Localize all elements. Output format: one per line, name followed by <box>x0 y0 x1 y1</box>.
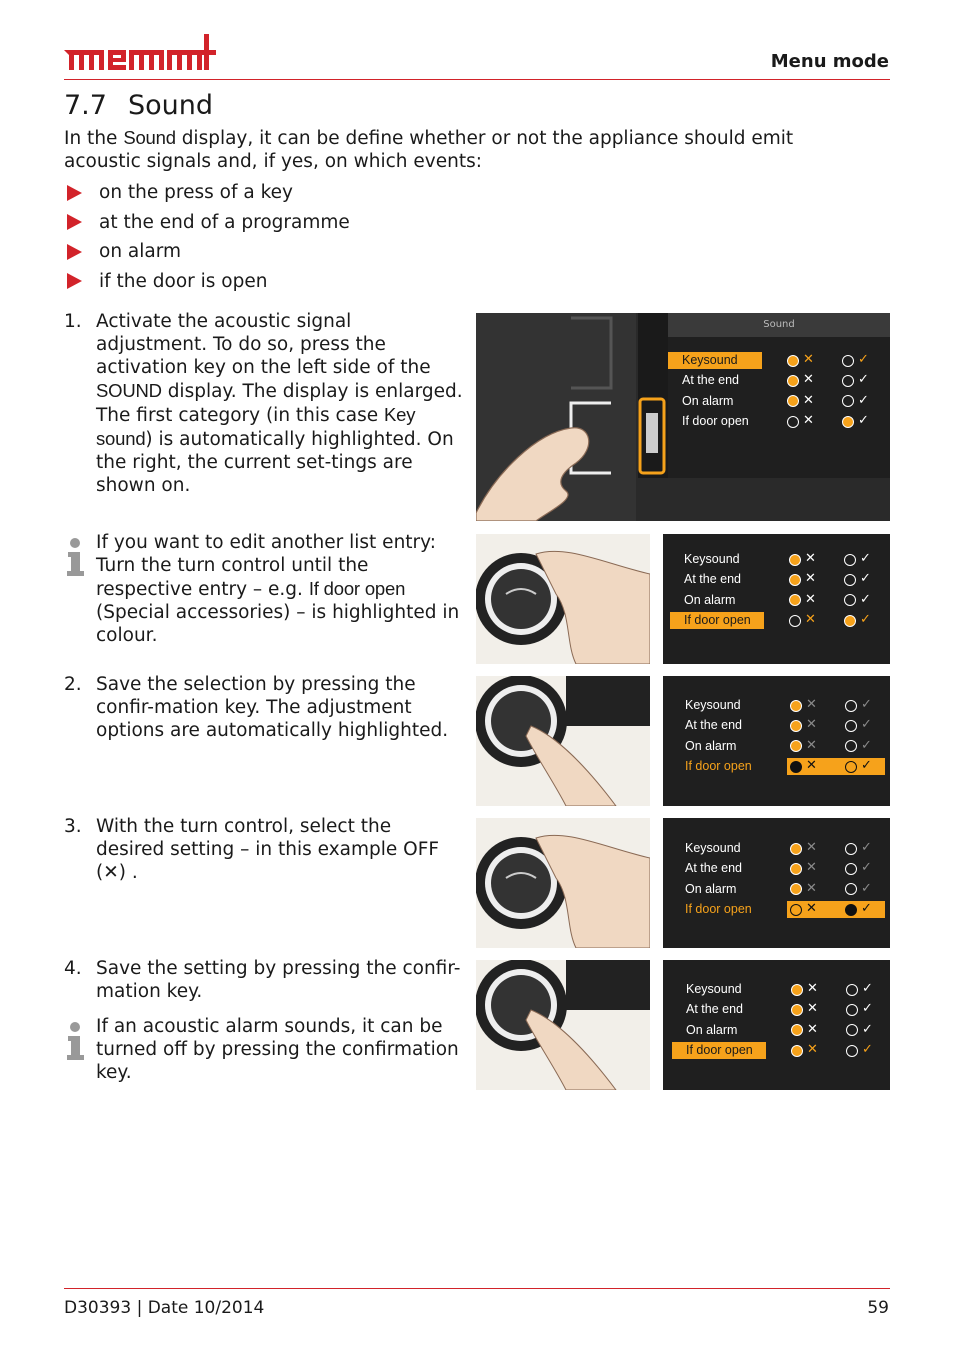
header-rule <box>64 79 890 80</box>
check-icon: ✓ <box>858 392 869 408</box>
option-on-indicator[interactable] <box>842 416 854 428</box>
option-off-indicator[interactable] <box>790 720 802 732</box>
confirm-key-illustration-2 <box>476 960 650 1090</box>
footer-rule <box>64 1288 890 1289</box>
option-on-indicator[interactable] <box>845 761 857 773</box>
check-icon: ✓ <box>860 571 871 587</box>
option-on-indicator[interactable] <box>844 615 856 627</box>
cross-icon: ✕ <box>806 880 817 896</box>
cross-icon: ✕ <box>807 1001 818 1017</box>
option-off-indicator[interactable] <box>791 1045 803 1057</box>
document-id: D30393 | Date 10/2014 <box>64 1298 265 1318</box>
option-on-indicator[interactable] <box>845 700 857 712</box>
memmert-logo <box>64 32 216 72</box>
option-on-indicator[interactable] <box>845 720 857 732</box>
menu-row-label[interactable]: On alarm <box>682 393 734 408</box>
page-number: 59 <box>867 1298 889 1318</box>
menu-row-label[interactable]: On alarm <box>686 1022 738 1037</box>
option-off-indicator[interactable] <box>790 904 802 916</box>
triangle-bullet-icon <box>67 244 82 260</box>
option-off-indicator[interactable] <box>787 355 799 367</box>
cross-icon: ✕ <box>806 901 817 917</box>
menu-row-label[interactable]: At the end <box>684 572 741 587</box>
cross-icon: ✕ <box>806 717 817 733</box>
menu-row-label[interactable]: At the end <box>685 861 742 876</box>
menu-row-label[interactable]: Keysound <box>685 841 741 855</box>
check-icon: ✓ <box>858 352 869 367</box>
cross-icon: ✕ <box>803 372 814 388</box>
check-icon: ✓ <box>861 717 872 733</box>
check-icon: ✓ <box>862 1042 873 1058</box>
check-icon: ✓ <box>858 372 869 388</box>
check-icon: ✓ <box>861 840 872 855</box>
cross-icon: ✕ <box>806 697 817 712</box>
menu-row-label[interactable]: If door open <box>685 902 752 917</box>
menu-row-label[interactable]: If door open <box>672 1042 766 1059</box>
cross-icon: ✕ <box>807 1042 818 1058</box>
option-on-indicator[interactable] <box>845 904 857 916</box>
triangle-bullet-icon <box>67 273 82 289</box>
turn-control-illustration-2 <box>476 818 650 948</box>
cross-icon: ✕ <box>807 1021 818 1037</box>
check-icon: ✓ <box>861 860 872 876</box>
menu-row-label[interactable]: Keysound <box>668 352 762 369</box>
cross-icon: ✕ <box>806 758 817 774</box>
check-icon: ✓ <box>860 612 871 628</box>
option-off-indicator[interactable] <box>791 984 803 996</box>
option-off-indicator[interactable] <box>787 416 799 428</box>
option-off-indicator[interactable] <box>790 843 802 855</box>
cross-icon: ✕ <box>807 981 818 996</box>
option-off-indicator[interactable] <box>790 700 802 712</box>
confirm-key-illustration-1 <box>476 676 650 806</box>
cross-icon: ✕ <box>803 352 814 367</box>
check-icon: ✓ <box>862 981 873 996</box>
menu-row-label[interactable]: At the end <box>682 373 739 388</box>
list-item: if the door is open <box>64 267 350 297</box>
cross-icon: ✕ <box>805 591 816 607</box>
check-icon: ✓ <box>858 413 869 429</box>
option-on-indicator[interactable] <box>846 984 858 996</box>
option-on-indicator[interactable] <box>846 1045 858 1057</box>
option-on-indicator[interactable] <box>844 554 856 566</box>
triangle-bullet-icon <box>67 185 82 201</box>
option-off-indicator[interactable] <box>789 554 801 566</box>
option-on-indicator[interactable] <box>846 1004 858 1016</box>
cross-icon: ✕ <box>805 571 816 587</box>
cross-icon: ✕ <box>805 551 816 566</box>
option-off-indicator[interactable] <box>789 574 801 586</box>
info-icon <box>64 537 86 577</box>
step-1: 1. Activate the acoustic signal adjustment. To do so, press the activation key on the left side of the SOUND display. The display is enlarged. The first category (in this case Key sound) is automatically highlighted. On the right, the current set-tings are shown on. <box>64 311 463 496</box>
option-off-indicator[interactable] <box>789 615 801 627</box>
cross-icon: ✕ <box>806 737 817 753</box>
option-on-indicator[interactable] <box>842 375 854 387</box>
option-on-indicator[interactable] <box>845 843 857 855</box>
menu-row-label[interactable]: Keysound <box>685 698 741 712</box>
menu-row-label[interactable]: At the end <box>685 718 742 733</box>
menu-row-label[interactable]: Keysound <box>686 982 742 996</box>
option-off-indicator[interactable] <box>790 761 802 773</box>
menu-row-label[interactable]: Keysound <box>684 552 740 566</box>
option-off-indicator[interactable] <box>790 863 802 875</box>
check-icon: ✓ <box>861 880 872 896</box>
step-3: 3. With the turn control, select the desired setting – in this example OFF (✕) . <box>64 816 439 883</box>
menu-row-label[interactable]: On alarm <box>685 881 737 896</box>
page-heading: 7.7 Sound <box>64 90 214 121</box>
option-on-indicator[interactable] <box>842 355 854 367</box>
menu-row-label[interactable]: At the end <box>686 1002 743 1017</box>
step-4: 4. Save the setting by pressing the confir-mation key. <box>64 958 461 1002</box>
triangle-bullet-icon <box>67 214 82 230</box>
info-note-1: If you want to edit another list entry: Turn the turn control until the respective entry – e.g. If door open (Special accessories) – is highlighted in colour. <box>64 531 464 631</box>
option-on-indicator[interactable] <box>845 863 857 875</box>
cross-icon: ✕ <box>806 860 817 876</box>
option-off-indicator[interactable] <box>791 1004 803 1016</box>
check-icon: ✓ <box>861 697 872 712</box>
menu-row-label[interactable]: On alarm <box>684 592 736 607</box>
check-icon: ✓ <box>860 591 871 607</box>
info-icon <box>64 1021 86 1061</box>
menu-row-label[interactable]: If door open <box>685 759 752 774</box>
cross-icon: ✕ <box>805 612 816 628</box>
menu-row-label[interactable]: On alarm <box>685 738 737 753</box>
cross-icon: ✕ <box>103 862 119 883</box>
check-icon: ✓ <box>861 901 872 917</box>
check-icon: ✓ <box>861 758 872 774</box>
list-item: at the end of a programme <box>64 208 350 238</box>
section-title: Menu mode <box>770 51 889 72</box>
info-note-2: If an acoustic alarm sounds, it can be turned off by pressing the confirmation key. <box>64 1015 464 1090</box>
list-item: on alarm <box>64 237 350 267</box>
step-2: 2. Save the selection by pressing the confir-mation key. The adjustment options are automatically highlighted. <box>64 674 449 741</box>
panel-title: Sound <box>668 313 890 337</box>
cross-icon: ✕ <box>803 392 814 408</box>
check-icon: ✓ <box>860 551 871 566</box>
option-off-indicator[interactable] <box>787 375 799 387</box>
check-icon: ✓ <box>862 1001 873 1017</box>
list-item: on the press of a key <box>64 178 350 208</box>
check-icon: ✓ <box>861 737 872 753</box>
option-on-indicator[interactable] <box>844 574 856 586</box>
event-list <box>64 178 350 296</box>
turn-control-illustration-1 <box>476 534 650 664</box>
intro-paragraph: In the Sound display, it can be define whether or not the appliance should emit acoustic signals and, if yes, on which events: <box>64 127 794 172</box>
menu-row-label[interactable]: If door open <box>682 414 749 429</box>
menu-row-label[interactable]: If door open <box>670 612 764 629</box>
cross-icon: ✕ <box>806 840 817 855</box>
cross-icon: ✕ <box>803 413 814 429</box>
check-icon: ✓ <box>862 1021 873 1037</box>
